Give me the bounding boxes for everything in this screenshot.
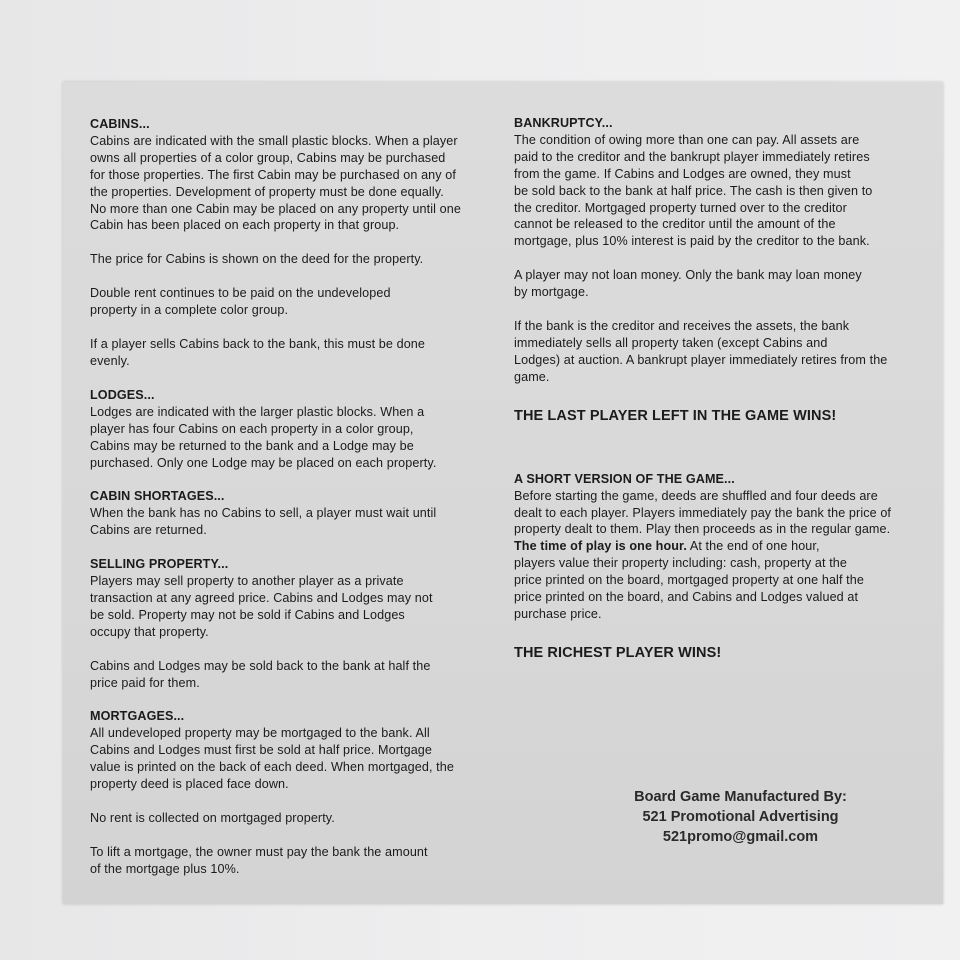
cabins-heading: CABINS... [90,117,150,131]
cabins-paragraph-4: If a player sells Cabins back to the bank, this must be done evenly. [90,337,426,368]
credits-email: 521promo@gmail.com [662,829,819,845]
last-player-wins: THE LAST PLAYER LEFT IN THE GAME WINS! [514,407,837,424]
selling-property-paragraph-2: Cabins and Lodges may be sold back to the bank at half the price paid for them. [90,658,431,690]
richest-player-wins: THE RICHEST PLAYER WINS! [514,644,722,661]
cabins-paragraph-2: The price for Cabins is shown on the deed for the property. [90,252,424,267]
selling-property-paragraph-1: Players may sell property to another player as a private transaction at any agreed price. Cabins and Lodges may not be sold. Property may not be sold if Cabins and Lodges occupy that property. [90,574,433,639]
bankruptcy-paragraph-3: If the bank is the creditor and receives the assets, the bank immediately sells all property taken (except Cabins and Lodges) at auction. A bankrupt player immediately retires from the game. [514,319,888,384]
bankruptcy-heading: BANKRUPTCY... [514,116,613,130]
mortgages-paragraph-3: To lift a mortgage, the owner must pay the bank the amount of the mortgage plus 10%. [90,844,428,876]
time-of-play-bold: The time of play is one hour. [514,539,687,554]
cabin-shortages-paragraph-1: When the bank has no Cabins to sell, a player must wait until Cabins are returned. [90,506,437,538]
manufacturer-credits [563,787,918,847]
bankruptcy-paragraph-1: The condition of owing more than one can pay. All assets are paid to the creditor and the bankrupt player immediately retires from the game. If Cabins and Lodges are owned, they must be sold back to the bank at half price. The cash is then given to the creditor. Mortgaged property turned over to the creditor cannot be released to the creditor until the amount of the mortgage, plus 10% interest is paid by the creditor to the bank. [514,132,873,249]
cabin-shortages-heading: CABIN SHORTAGES... [90,489,225,504]
short-version-paragraph-1: Before starting the game, deeds are shuffled and four deeds are dealt to each player. Players immediately pay the bank the price of property dealt to them. Play then proceeds as in the regular game. [514,488,892,537]
short-version-paragraph-2-rest: At the end of one hour, players value their property including: cash, property at the price printed on the board, mortgaged property at one half the price printed on the board, and Cabins and Lodges valued at purchase price. [514,539,864,621]
lodges-heading: LODGES... [90,387,155,402]
mortgages-paragraph-2: No rent is collected on mortgaged property. [90,811,335,825]
right-column [514,115,924,662]
rules-sheet [63,82,943,904]
left-column [90,116,500,878]
short-version-heading: A SHORT VERSION OF THE GAME... [514,471,735,486]
cabins-paragraph-1: Cabins are indicated with the small plastic blocks. When a player owns all properties of a color group, Cabins may be purchased for those properties. The first Cabin may be purchased on any of the properties. Development of property must be done equally. No more than one Cabin may be placed on any property until one Cabin has been placed on each property in that group. [90,133,461,233]
lodges-paragraph-1: Lodges are indicated with the larger plastic blocks. When a player has four Cabins on each property in a color group, Cabins may be returned to the bank and a Lodge may be purchased. Only one Lodge may be placed on each property. [90,404,437,470]
short-version-paragraph-2 [514,538,924,623]
mortgages-paragraph-1: All undeveloped property may be mortgaged to the bank. All Cabins and Lodges must first be sold at half price. Mortgage value is printed on the back of each deed. When mortgaged, the property deed is placed face down. [90,726,454,792]
bankruptcy-paragraph-2: A player may not loan money. Only the bank may loan money by mortgage. [514,268,862,300]
credits-line-2: 521 Promotional Advertising [642,809,839,825]
cabins-paragraph-3: Double rent continues to be paid on the undeveloped property in a complete color group. [90,286,391,318]
selling-property-heading: SELLING PROPERTY... [90,557,229,572]
mortgages-heading: MORTGAGES... [90,709,185,724]
credits-line-1: Board Game Manufactured By: [634,789,847,805]
